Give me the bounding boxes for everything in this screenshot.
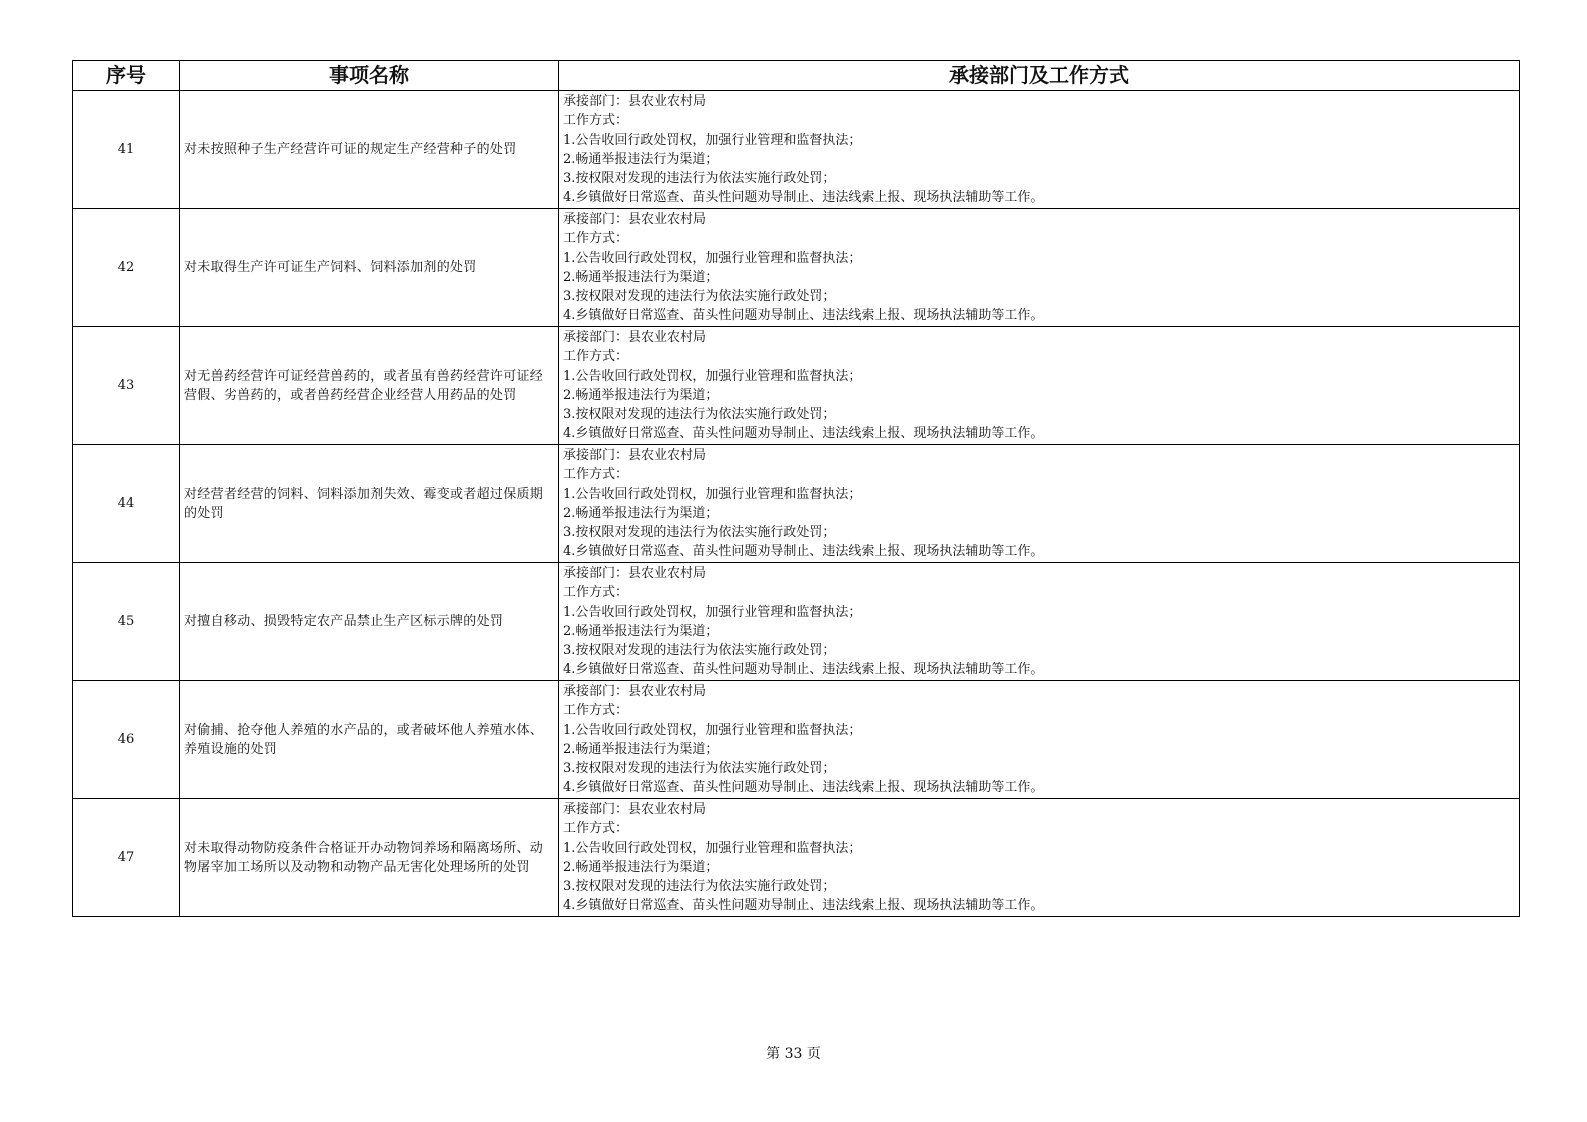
method-line: 2.畅通举报违法行为渠道；	[563, 859, 719, 875]
method-line: 工作方式：	[563, 703, 629, 719]
method-line: 1.公告收回行政处罚权，加强行业管理和监督执法；	[563, 486, 862, 502]
method-line: 3.按权限对发现的违法行为依法实施行政处罚；	[563, 289, 836, 305]
row-department-method	[559, 327, 1520, 445]
row-department-method	[559, 681, 1520, 799]
row-seq: 42	[73, 209, 180, 327]
header-seq: 序号	[73, 61, 180, 91]
method-line: 1.公告收回行政处罚权，加强行业管理和监督执法；	[563, 840, 862, 856]
method-line: 工作方式：	[563, 231, 629, 247]
method-line: 4.乡镇做好日常巡查、苗头性问题劝导制止、违法线索上报、现场执法辅助等工作。	[563, 426, 1044, 442]
row-department-method	[559, 209, 1520, 327]
method-line: 2.畅通举报违法行为渠道；	[563, 387, 719, 403]
row-matter-name: 对未按照种子生产经营许可证的规定生产经营种子的处罚	[180, 91, 559, 209]
row-matter-name: 对经营者经营的饲料、饲料添加剂失效、霉变或者超过保质期的处罚	[180, 445, 559, 563]
method-line: 3.按权限对发现的违法行为依法实施行政处罚；	[563, 879, 836, 895]
row-seq: 41	[73, 91, 180, 209]
row-department-method	[559, 563, 1520, 681]
row-matter-name: 对擅自移动、损毁特定农产品禁止生产区标示牌的处罚	[180, 563, 559, 681]
row-matter-name: 对无兽药经营许可证经营兽药的，或者虽有兽药经营许可证经营假、劣兽药的，或者兽药经营企业经营人用药品的处罚	[180, 327, 559, 445]
row-seq: 44	[73, 445, 180, 563]
page-number: 第 33 页	[766, 1046, 821, 1062]
table-row	[73, 563, 1520, 681]
row-seq: 43	[73, 327, 180, 445]
method-line: 3.按权限对发现的违法行为依法实施行政处罚；	[563, 407, 836, 423]
row-matter-name: 对未取得生产许可证生产饲料、饲料添加剂的处罚	[180, 209, 559, 327]
table-body	[73, 91, 1520, 917]
method-line: 1.公告收回行政处罚权，加强行业管理和监督执法；	[563, 368, 862, 384]
table-row	[73, 91, 1520, 209]
method-line: 承接部门：县农业农村局	[563, 212, 707, 227]
method-line: 承接部门：县农业农村局	[563, 330, 707, 345]
method-line: 4.乡镇做好日常巡查、苗头性问题劝导制止、违法线索上报、现场执法辅助等工作。	[563, 544, 1044, 560]
table-row	[73, 681, 1520, 799]
row-department-method	[559, 445, 1520, 563]
row-matter-name: 对未取得动物防疫条件合格证开办动物饲养场和隔离场所、动物屠宰加工场所以及动物和动物产品无害化处理场所的处罚	[180, 799, 559, 917]
method-line: 工作方式：	[563, 821, 629, 837]
method-line: 1.公告收回行政处罚权，加强行业管理和监督执法；	[563, 722, 862, 738]
table-row	[73, 327, 1520, 445]
method-line: 承接部门：县农业农村局	[563, 94, 707, 109]
method-line: 工作方式：	[563, 349, 629, 365]
method-line: 3.按权限对发现的违法行为依法实施行政处罚；	[563, 643, 836, 659]
table-header-row	[73, 61, 1520, 91]
row-department-method	[559, 799, 1520, 917]
method-line: 2.畅通举报违法行为渠道；	[563, 741, 719, 757]
method-line: 3.按权限对发现的违法行为依法实施行政处罚；	[563, 171, 836, 187]
method-line: 工作方式：	[563, 467, 629, 483]
row-seq: 47	[73, 799, 180, 917]
method-line: 4.乡镇做好日常巡查、苗头性问题劝导制止、违法线索上报、现场执法辅助等工作。	[563, 898, 1044, 914]
method-line: 1.公告收回行政处罚权，加强行业管理和监督执法；	[563, 250, 862, 266]
table-row	[73, 445, 1520, 563]
method-line: 4.乡镇做好日常巡查、苗头性问题劝导制止、违法线索上报、现场执法辅助等工作。	[563, 780, 1044, 796]
method-line: 承接部门：县农业农村局	[563, 566, 707, 581]
document-sheet	[72, 60, 1519, 917]
row-seq: 46	[73, 681, 180, 799]
method-line: 1.公告收回行政处罚权，加强行业管理和监督执法；	[563, 604, 862, 620]
method-line: 3.按权限对发现的违法行为依法实施行政处罚；	[563, 761, 836, 777]
method-line: 2.畅通举报违法行为渠道；	[563, 623, 719, 639]
method-line: 工作方式：	[563, 585, 629, 601]
row-matter-name: 对偷捕、抢夺他人养殖的水产品的，或者破坏他人养殖水体、养殖设施的处罚	[180, 681, 559, 799]
method-line: 承接部门：县农业农村局	[563, 448, 707, 463]
header-method: 承接部门及工作方式	[559, 61, 1520, 91]
method-line: 1.公告收回行政处罚权，加强行业管理和监督执法；	[563, 132, 862, 148]
method-line: 承接部门：县农业农村局	[563, 802, 707, 817]
table-row	[73, 799, 1520, 917]
method-line: 4.乡镇做好日常巡查、苗头性问题劝导制止、违法线索上报、现场执法辅助等工作。	[563, 662, 1044, 678]
method-line: 承接部门：县农业农村局	[563, 684, 707, 699]
matters-table	[72, 60, 1520, 917]
method-line: 2.畅通举报违法行为渠道；	[563, 505, 719, 521]
row-seq: 45	[73, 563, 180, 681]
method-line: 2.畅通举报违法行为渠道；	[563, 151, 719, 167]
method-line: 4.乡镇做好日常巡查、苗头性问题劝导制止、违法线索上报、现场执法辅助等工作。	[563, 190, 1044, 206]
header-name: 事项名称	[180, 61, 559, 91]
method-line: 4.乡镇做好日常巡查、苗头性问题劝导制止、违法线索上报、现场执法辅助等工作。	[563, 308, 1044, 324]
row-department-method	[559, 91, 1520, 209]
method-line: 2.畅通举报违法行为渠道；	[563, 269, 719, 285]
method-line: 3.按权限对发现的违法行为依法实施行政处罚；	[563, 525, 836, 541]
table-row	[73, 209, 1520, 327]
method-line: 工作方式：	[563, 113, 629, 129]
